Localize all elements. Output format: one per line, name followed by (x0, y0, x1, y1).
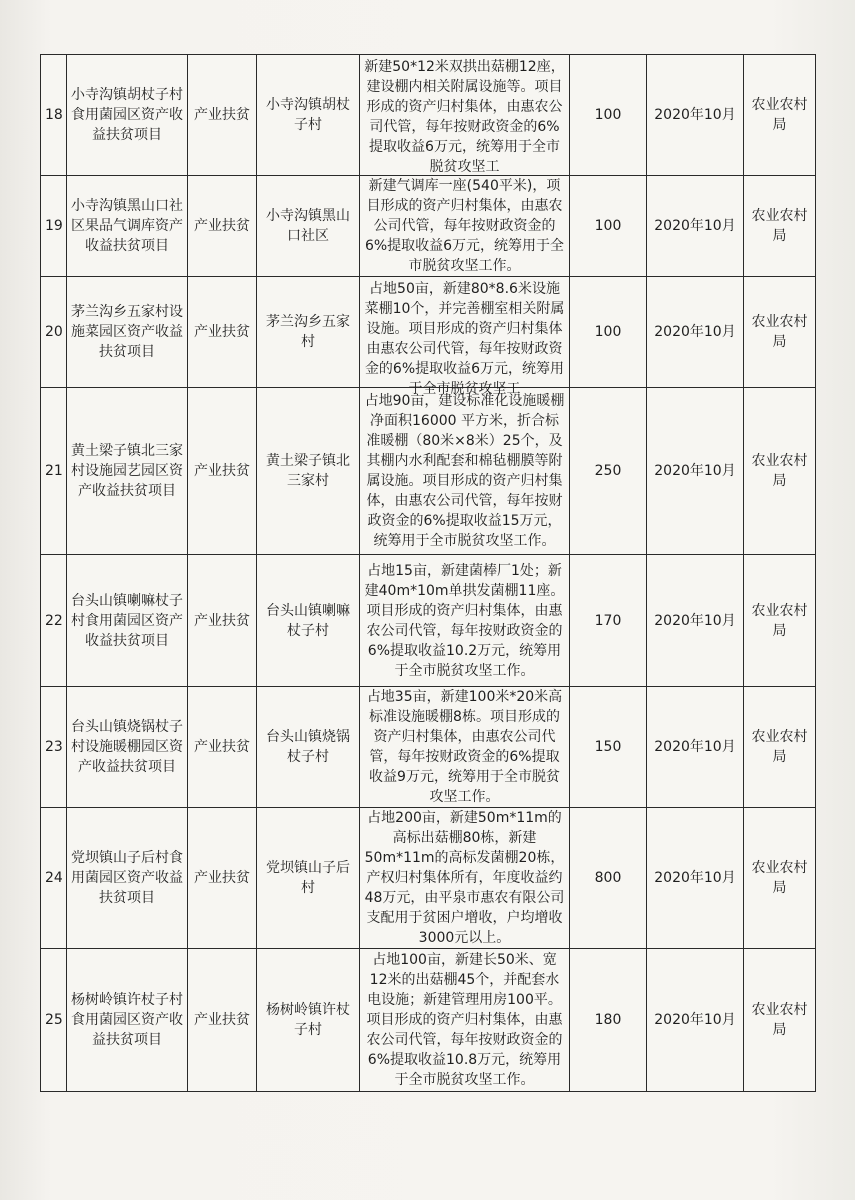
project-name: 茅兰沟乡五家村设施菜园区资产收益扶贫项目 (67, 277, 188, 388)
project-location: 台头山镇喇嘛杖子村 (257, 555, 360, 687)
project-name: 台头山镇喇嘛杖子村食用菌园区资产收益扶贫项目 (67, 555, 188, 687)
project-content: 新建气调库一座(540平米)，项目形成的资产归村集体，由惠农公司代管，每年按财政资金的6%提取收益6万元，统筹用于全市脱贫攻坚工作。 (364, 178, 565, 274)
row-number: 21 (41, 388, 67, 555)
project-content-cell (360, 55, 570, 176)
project-amount: 100 (570, 277, 647, 388)
project-name: 台头山镇烧锅杖子村设施暖棚园区资产收益扶贫项目 (67, 687, 188, 808)
responsible-dept: 农业农村局 (744, 949, 816, 1092)
responsible-dept: 农业农村局 (744, 277, 816, 388)
table-row (41, 55, 816, 176)
project-amount: 250 (570, 388, 647, 555)
project-content: 占地90亩，建设标准化设施暖棚净面积16000 平方米，折合标准暖棚（80米×8米）25个，及其棚内水利配套和棉毡棚膜等附属设施。项目形成的资产归村集体，由惠农公司代管，每年按财政资金的6%提取收益15万元，统筹用于全市脱贫攻坚工作。 (364, 393, 565, 549)
project-content-cell (360, 808, 570, 949)
project-location: 茅兰沟乡五家村 (257, 277, 360, 388)
table-row (41, 277, 816, 388)
project-content-cell (360, 277, 570, 397)
project-category: 产业扶贫 (188, 949, 257, 1092)
project-content: 占地50亩，新建80*8.6米设施菜棚10个，并完善棚室相关附属设施。项目形成的资产归村集体由惠农公司代管，每年按财政资金的6%提取收益6万元，统筹用于全市脱贫攻坚工 (364, 281, 565, 397)
project-time: 2020年10月 (647, 687, 744, 808)
project-content-cell (360, 555, 570, 687)
project-time: 2020年10月 (647, 55, 744, 176)
project-name: 党坝镇山子后村食用菌园区资产收益扶贫项目 (67, 808, 188, 949)
row-number: 23 (41, 687, 67, 808)
project-time: 2020年10月 (647, 277, 744, 388)
project-name: 小寺沟镇黑山口社区果品气调库资产收益扶贫项目 (67, 176, 188, 277)
project-time: 2020年10月 (647, 388, 744, 555)
row-number: 24 (41, 808, 67, 949)
project-name: 黄土梁子镇北三家村设施园艺园区资产收益扶贫项目 (67, 388, 188, 555)
row-number: 18 (41, 55, 67, 176)
project-amount: 150 (570, 687, 647, 808)
project-content-cell (360, 388, 570, 555)
project-time: 2020年10月 (647, 949, 744, 1092)
row-number: 22 (41, 555, 67, 687)
table-row (41, 949, 816, 1092)
row-number: 25 (41, 949, 67, 1092)
project-content-cell (360, 949, 570, 1092)
project-category: 产业扶贫 (188, 176, 257, 277)
project-location: 杨树岭镇许杖子村 (257, 949, 360, 1092)
project-content: 占地35亩，新建100米*20米高标准设施暖棚8栋。项目形成的资产归村集体，由惠农公司代管，每年按财政资金的6%提取收益9万元，统筹用于全市脱贫攻坚工作。 (366, 689, 563, 805)
table-row (41, 555, 816, 687)
responsible-dept: 农业农村局 (744, 388, 816, 555)
project-amount: 170 (570, 555, 647, 687)
project-time: 2020年10月 (647, 555, 744, 687)
project-name: 杨树岭镇许杖子村食用菌园区资产收益扶贫项目 (67, 949, 188, 1092)
responsible-dept: 农业农村局 (744, 176, 816, 277)
project-content: 占地200亩，新建50m*11m的高标出菇棚80栋，新建50m*11m的高标发菌棚20栋，产权归村集体所有，年度收益约48万元，由平泉市惠农有限公司支配用于贫困户增收，户均增收3000元以上。 (364, 810, 565, 946)
project-time: 2020年10月 (647, 176, 744, 277)
project-location: 台头山镇烧锅杖子村 (257, 687, 360, 808)
project-content-cell (360, 687, 570, 808)
responsible-dept: 农业农村局 (744, 555, 816, 687)
project-content: 占地15亩，新建菌棒厂1处；新建40m*10m单拱发菌棚11座。项目形成的资产归村集体，由惠农公司代管，每年按财政资金的6%提取收益10.2万元，统筹用于全市脱贫攻坚工作。 (364, 562, 565, 679)
project-location: 小寺沟镇胡杖子村 (257, 55, 360, 176)
project-location: 小寺沟镇黑山口社区 (257, 176, 360, 277)
project-content: 新建50*12米双拱出菇棚12座，建设棚内相关附属设施等。项目形成的资产归村集体，由惠农公司代管，每年按财政资金的6%提取收益6万元，统筹用于全市脱贫攻坚工 (364, 59, 565, 175)
project-content-cell (360, 176, 570, 277)
responsible-dept: 农业农村局 (744, 55, 816, 176)
project-time: 2020年10月 (647, 808, 744, 949)
project-category: 产业扶贫 (188, 277, 257, 388)
project-location: 黄土梁子镇北三家村 (257, 388, 360, 555)
project-category: 产业扶贫 (188, 388, 257, 555)
responsible-dept: 农业农村局 (744, 687, 816, 808)
project-table (40, 54, 816, 1092)
project-amount: 100 (570, 176, 647, 277)
table-row (41, 808, 816, 949)
project-amount: 800 (570, 808, 647, 949)
project-amount: 180 (570, 949, 647, 1092)
row-number: 19 (41, 176, 67, 277)
project-category: 产业扶贫 (188, 687, 257, 808)
project-location: 党坝镇山子后村 (257, 808, 360, 949)
responsible-dept: 农业农村局 (744, 808, 816, 949)
table-row (41, 176, 816, 277)
project-amount: 100 (570, 55, 647, 176)
project-category: 产业扶贫 (188, 555, 257, 687)
row-number: 20 (41, 277, 67, 388)
project-name: 小寺沟镇胡杖子村食用菌园区资产收益扶贫项目 (67, 55, 188, 176)
table-row (41, 388, 816, 555)
table-row (41, 687, 816, 808)
project-category: 产业扶贫 (188, 808, 257, 949)
project-category: 产业扶贫 (188, 55, 257, 176)
project-content: 占地100亩，新建长50米、宽12米的出菇棚45个，并配套水电设施；新建管理用房100平。项目形成的资产归村集体，由惠农公司代管，每年按财政资金的6%提取收益10.8万元，统筹用于全市脱贫攻坚工作。 (366, 952, 563, 1088)
